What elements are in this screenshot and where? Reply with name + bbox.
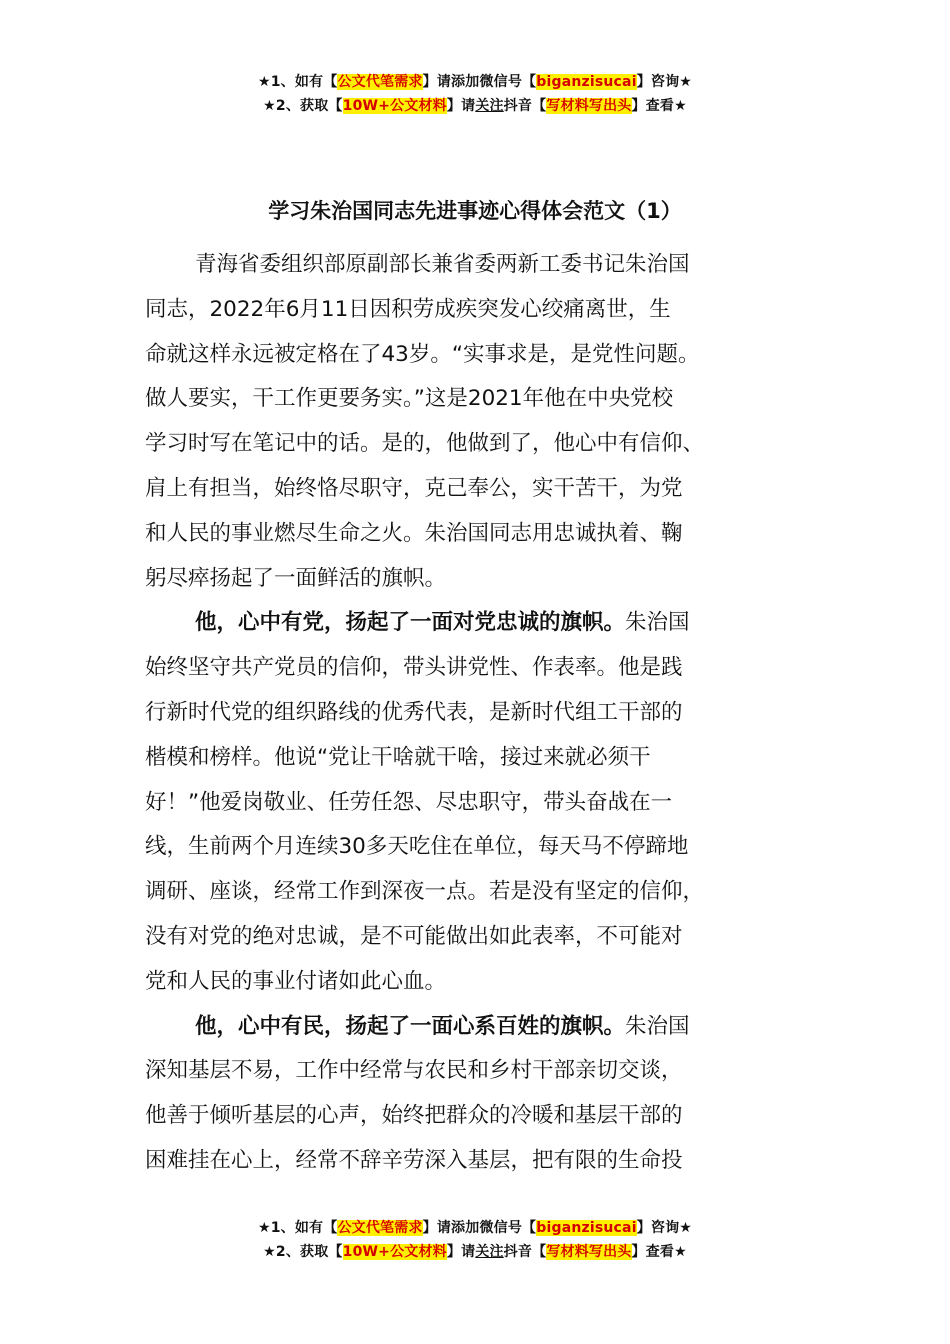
- paragraph-2-line: 党和人民的事业付诸如此心血。: [145, 968, 447, 994]
- banner-text: ★2、获取【: [263, 1244, 343, 1260]
- banner-text: ★2、获取【: [263, 98, 343, 114]
- paragraph-1-line: 做人要实，干工作更要务实。”这是2021年他在中央党校: [145, 386, 674, 412]
- paragraph-3-first-line: [145, 1005, 810, 1050]
- douyin-account-highlight: 写材料写出头: [546, 1244, 632, 1260]
- paragraph-1-line: 躬尽瘁扬起了一面鲜活的旗帜。: [145, 565, 447, 591]
- paragraph-2-lead: 他，心中有党，扬起了一面对党忠诚的旗帜。: [195, 610, 626, 636]
- paragraph-3-lead: 他，心中有民，扬起了一面心系百姓的旗帜。: [195, 1013, 626, 1039]
- banner-text: 】咨询★: [636, 74, 693, 90]
- paragraph-1-line: 学习时写在笔记中的话。是的，他做到了，他心中有信仰、: [145, 431, 705, 457]
- banner-text: 】查看★: [631, 98, 687, 114]
- paragraph-3-line: 深知基层不易，工作中经常与农民和乡村干部亲切交谈，: [145, 1058, 683, 1084]
- footer-banner: [0, 1216, 950, 1264]
- paragraph-3-lead-rest: 朱治国: [625, 1013, 690, 1039]
- banner-underlined-text: 关注: [475, 98, 504, 114]
- header-banner: [0, 70, 950, 118]
- banner-text: 】请: [446, 1244, 476, 1260]
- paragraph-2-first-line: [145, 601, 810, 646]
- banner-highlight: 10W+公文材料: [342, 98, 447, 114]
- paragraph-1-line: 同志，2022年6月11日因积劳成疾突发心绞痛离世，生: [145, 296, 671, 322]
- document-body: [145, 243, 810, 1184]
- banner-text: 】请添加微信号【: [422, 74, 537, 90]
- banner-highlight: 公文代笔需求: [337, 74, 423, 90]
- paragraph-3-line: 他善于倾听基层的心声，始终把群众的冷暖和基层干部的: [145, 1103, 683, 1129]
- paragraph-2-line: 没有对党的绝对忠诚，是不可能做出如此表率，不可能对: [145, 923, 683, 949]
- paragraph-1-line: 命就这样永远被定格在了43岁。“实事求是，是党性问题。: [145, 341, 700, 367]
- banner-text: ★1、如有【: [257, 1220, 338, 1236]
- banner-line-2: [0, 94, 950, 118]
- banner-line-2: [0, 1240, 950, 1264]
- banner-line-1: [0, 70, 950, 94]
- paragraph-2-line: 好！”他爱岗敬业、任劳任怨、尽忠职守，带头奋战在一: [145, 789, 673, 815]
- banner-line-1: [0, 1216, 950, 1240]
- banner-text: 】请: [446, 98, 476, 114]
- paragraph-2-line: 线，生前两个月连续30多天吃住在单位，每天马不停蹄地: [145, 834, 689, 860]
- paragraph-1-line: 肩上有担当，始终恪尽职守，克己奉公，实干苦干，为党: [145, 475, 683, 501]
- paragraph-1-line: 和人民的事业燃尽生命之火。朱治国同志用忠诚执着、鞠: [145, 520, 683, 546]
- banner-text: 】查看★: [631, 1244, 687, 1260]
- wechat-id-highlight: biganzisucai: [536, 1220, 637, 1236]
- paragraph-2-lead-rest: 朱治国: [625, 610, 690, 636]
- paragraph-3-line: 困难挂在心上，经常不辞辛劳深入基层，把有限的生命投: [145, 1147, 683, 1173]
- paragraph-1-line: 青海省委组织部原副部长兼省委两新工委书记朱治国: [195, 252, 690, 277]
- paragraph-2-line: 始终坚守共产党员的信仰，带头讲党性、作表率。他是践: [145, 655, 683, 681]
- document-title: 学习朱治国同志先进事迹心得体会范文（1）: [268, 199, 682, 223]
- paragraph-2-line: 行新时代党的组织路线的优秀代表，是新时代组工干部的: [145, 699, 683, 725]
- banner-highlight: 公文代笔需求: [337, 1220, 423, 1236]
- banner-text: 抖音【: [503, 1244, 547, 1260]
- banner-highlight: 10W+公文材料: [342, 1244, 447, 1260]
- banner-text: 】咨询★: [636, 1220, 693, 1236]
- paragraph-2-line: 楷模和榜样。他说“党让干啥就干啥，接过来就必须干: [145, 744, 651, 770]
- banner-text: 】请添加微信号【: [422, 1220, 537, 1236]
- douyin-account-highlight: 写材料写出头: [546, 98, 632, 114]
- paragraph-2-line: 调研、座谈，经常工作到深夜一点。若是没有坚定的信仰，: [145, 879, 705, 905]
- banner-text: 抖音【: [503, 98, 547, 114]
- banner-text: ★1、如有【: [257, 74, 338, 90]
- wechat-id-highlight: biganzisucai: [536, 74, 637, 90]
- banner-underlined-text: 关注: [475, 1244, 504, 1260]
